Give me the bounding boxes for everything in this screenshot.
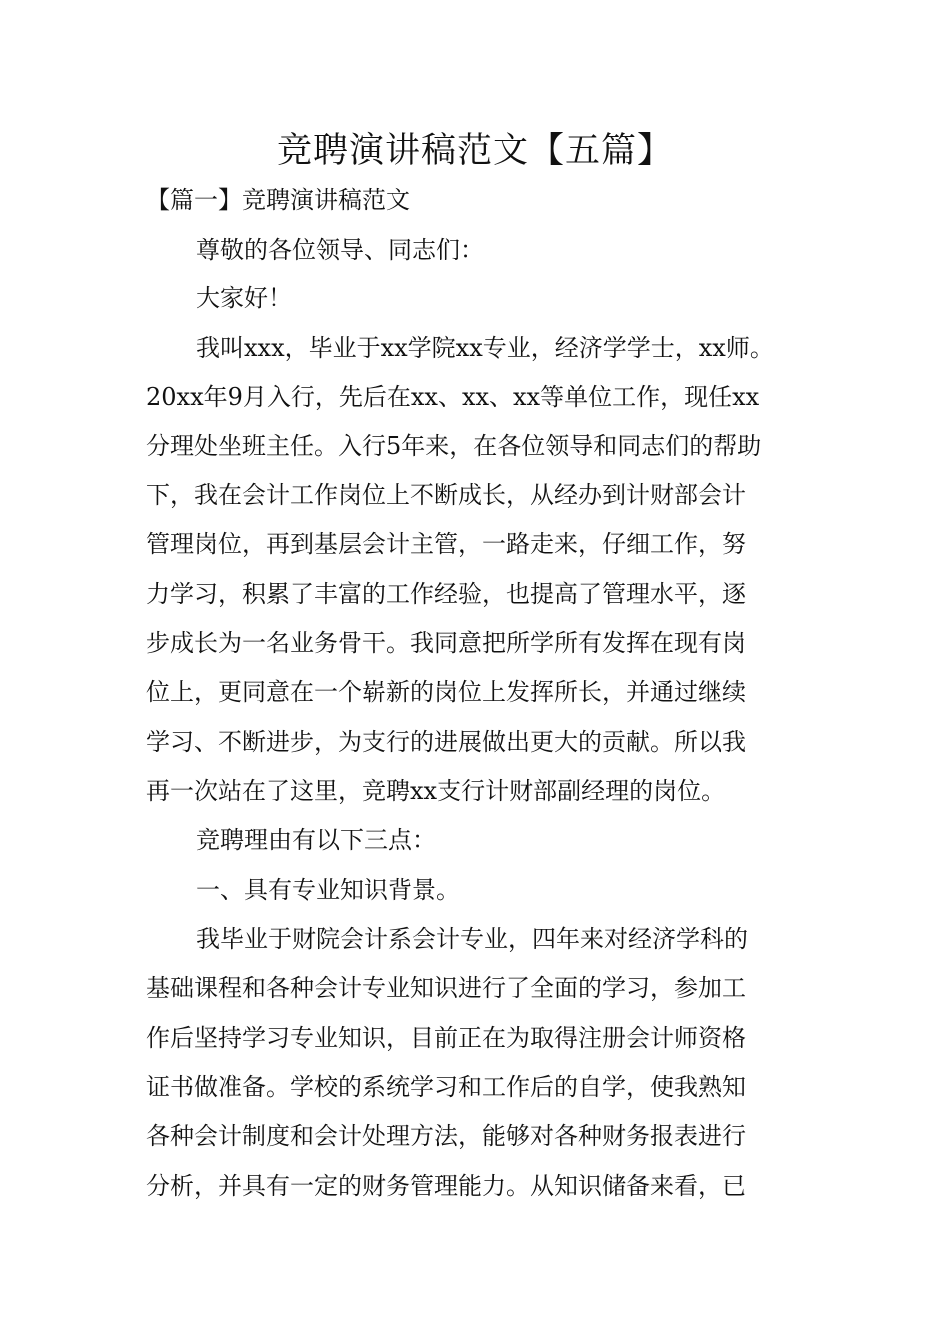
paragraph-line: 证书做准备。学校的系统学习和工作后的自学，使我熟知 [146,1073,746,1101]
paragraph-line: 位上，更同意在一个崭新的岗位上发挥所长，并通过继续 [146,678,746,706]
paragraph-line: 作后坚持学习专业知识，目前正在为取得注册会计师资格 [146,1024,746,1052]
paragraph-line: 力学习，积累了丰富的工作经验，也提高了管理水平，逐 [146,580,746,608]
salutation-line: 尊敬的各位领导、同志们： [196,236,484,264]
paragraph-line: 我叫xxx，毕业于xx学院xx专业，经济学学士，xx师。 [196,334,774,362]
greeting-line: 大家好！ [196,284,292,312]
paragraph-line: 20xx年9月入行，先后在xx、xx、xx等单位工作，现任xx [146,383,760,411]
paragraph-line: 学习、不断进步，为支行的进展做出更大的贡献。所以我 [146,728,746,756]
paragraph-line: 各种会计制度和会计处理方法，能够对各种财务报表进行 [146,1122,746,1150]
paragraph-line: 分理处坐班主任。入行5年来，在各位领导和同志们的帮助 [146,432,762,460]
paragraph-line: 管理岗位，再到基层会计主管，一路走来，仔细工作，努 [146,530,746,558]
paragraph-line: 分析，并具有一定的财务管理能力。从知识储备来看，已 [146,1172,746,1200]
subheading-line: 一、具有专业知识背景。 [196,876,460,904]
section-heading: 【篇一】竞聘演讲稿范文 [146,186,410,214]
paragraph-line: 步成长为一名业务骨干。我同意把所学所有发挥在现有岗 [146,629,746,657]
paragraph-line: 再一次站在了这里，竞聘xx支行计财部副经理的岗位。 [146,777,726,805]
paragraph-line: 下，我在会计工作岗位上不断成长，从经办到计财部会计 [146,481,746,509]
document-title: 竞聘演讲稿范文【五篇】 [276,131,673,171]
reasons-intro-line: 竞聘理由有以下三点： [196,826,436,854]
paragraph-line: 基础课程和各种会计专业知识进行了全面的学习，参加工 [146,974,746,1002]
paragraph-line: 我毕业于财院会计系会计专业，四年来对经济学科的 [196,925,748,953]
